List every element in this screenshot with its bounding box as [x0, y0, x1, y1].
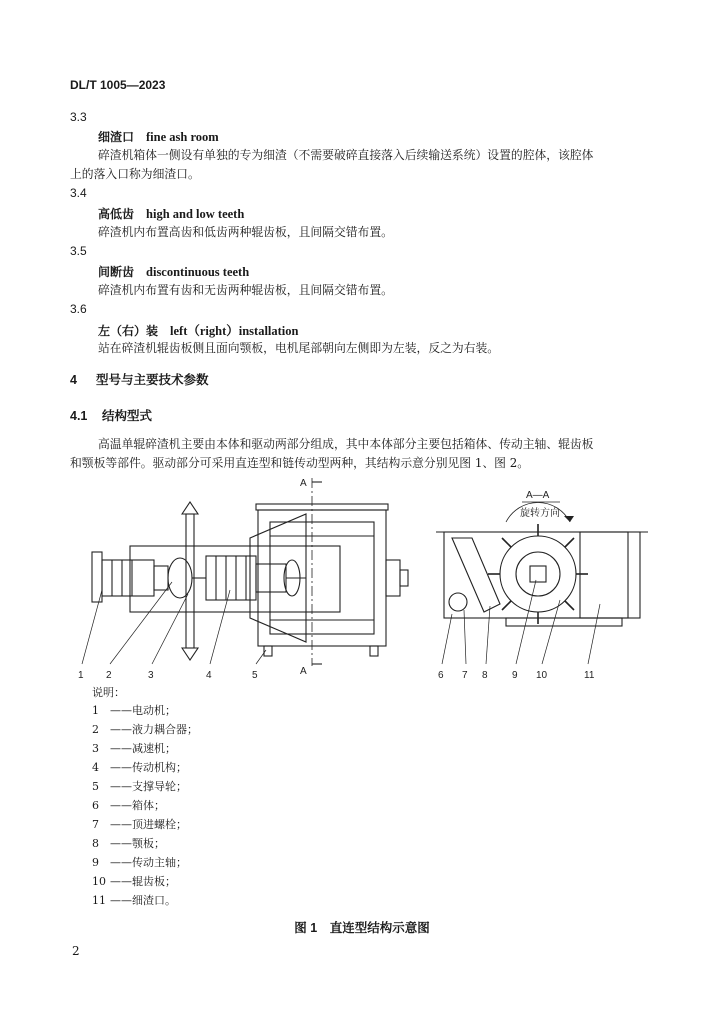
legend-num: 7	[92, 818, 99, 831]
roller	[500, 536, 576, 612]
legend-text: ——顶进螺栓；	[110, 818, 187, 831]
section-4-1-heading	[70, 406, 152, 424]
legend-num: 11	[92, 894, 106, 907]
legend-text: ——颚板；	[110, 837, 165, 850]
legend-num: 10	[92, 875, 106, 888]
callout-3: 3	[148, 670, 154, 680]
callout-5: 5	[252, 670, 258, 680]
legend-text: ——传动主轴；	[110, 856, 187, 869]
legend-num: 6	[92, 799, 99, 812]
fine-ash-chamber	[580, 532, 628, 618]
reducer-bottom	[182, 648, 198, 660]
section-mark-bottom: A	[300, 666, 307, 677]
legend-text: ——减速机；	[110, 742, 176, 755]
legend-num: 3	[92, 742, 99, 755]
motor-shaft-end	[154, 566, 168, 590]
right-callouts	[438, 670, 595, 680]
left-callouts	[78, 670, 258, 680]
callout-10: 10	[536, 670, 548, 680]
legend-text: ——箱体；	[110, 799, 165, 812]
term-3-6	[98, 321, 298, 339]
legend-item	[92, 854, 187, 870]
section-number: 4	[70, 373, 77, 387]
definition-3-6: 站在碎渣机辊齿板侧且面向颚板，电机尾部朝向左侧即为左装，反之为右装。	[98, 341, 500, 355]
section-housing	[444, 532, 640, 618]
legend-item	[92, 778, 187, 794]
section-title: 型号与主要技术参数	[96, 373, 209, 387]
legend-text: ——电动机；	[110, 704, 176, 717]
legend-title: 说明：	[92, 686, 125, 699]
motor-body	[102, 560, 154, 596]
section-label: A—A	[526, 490, 550, 501]
clause-number-3-5: 3.5	[70, 244, 87, 258]
term-en: left（right）installation	[170, 324, 299, 338]
legend-item	[92, 835, 165, 851]
shaft-bearing	[386, 560, 400, 596]
term-en: high and low teeth	[146, 207, 245, 221]
section-view	[436, 502, 648, 664]
legend-item	[92, 816, 187, 832]
reducer-body	[206, 556, 256, 600]
crusher-housing	[258, 510, 386, 646]
definition-3-5: 碎渣机内布置有齿和无齿两种辊齿板，且间隔交错布置。	[98, 283, 393, 297]
term-zh: 左（右）装	[98, 324, 159, 338]
legend-num: 5	[92, 780, 99, 793]
legend-text: ——传动机构；	[110, 761, 187, 774]
legend-item	[92, 759, 187, 775]
figure-1-drawing	[60, 474, 660, 680]
jaw-plate	[452, 538, 500, 612]
term-en: discontinuous teeth	[146, 265, 250, 279]
legend-item	[92, 740, 176, 756]
section-mark-top: A	[300, 478, 307, 489]
section-4-1-paragraph-line-1: 高温单辊碎渣机主要由本体和驱动两部分组成，其中本体部分主要包括箱体、传动主轴、辊齿板	[98, 437, 594, 451]
legend-text: ——细渣口。	[110, 894, 176, 907]
section-4-1-paragraph-line-2: 和颚板等部件。驱动部分可采用直连型和链传动型两种，其结构示意分别见图 1、图 2。	[70, 456, 529, 470]
rotation-label: 旋转方向	[520, 508, 560, 519]
legend-item	[92, 892, 176, 908]
section-number: 4.1	[70, 409, 88, 423]
legend-text: ——支撑导轮；	[110, 780, 187, 793]
callout-9: 9	[512, 670, 518, 680]
callout-4: 4	[206, 670, 212, 680]
definition-3-3-line-1: 碎渣机箱体一侧设有单独的专为细渣（不需要破碎直接落入后续输送系统）设置的腔体，该腔体	[98, 148, 594, 162]
term-3-3	[98, 128, 219, 145]
term-3-5	[98, 263, 249, 280]
clause-number-3-3: 3.3	[70, 110, 87, 124]
legend-item	[92, 702, 176, 718]
section-4-heading	[70, 370, 209, 388]
legend-item	[92, 721, 198, 737]
legend-num: 1	[92, 704, 99, 717]
term-zh: 间断齿	[98, 265, 135, 279]
clause-number-3-4: 3.4	[70, 186, 87, 200]
figure-caption: 图 1 直连型结构示意图	[294, 921, 430, 935]
legend-num: 9	[92, 856, 99, 869]
legend-item	[92, 873, 176, 889]
term-en: fine ash room	[146, 130, 219, 144]
legend-text: ——液力耦合器；	[110, 723, 198, 736]
callout-1: 1	[78, 670, 84, 680]
bottom-outlet	[506, 618, 622, 626]
page-number: 2	[72, 944, 80, 958]
definition-3-3-line-2: 上的落入口称为细渣口。	[70, 167, 200, 181]
legend-num: 4	[92, 761, 99, 774]
clause-number-3-6: 3.6	[70, 302, 87, 316]
fluid-coupling	[168, 558, 192, 598]
legend-num: 2	[92, 723, 99, 736]
legend-num: 8	[92, 837, 99, 850]
reducer-column	[186, 514, 194, 648]
transmission	[256, 564, 286, 592]
reducer-top	[182, 502, 198, 514]
definition-3-4: 碎渣机内布置高齿和低齿两种辊齿板，且间隔交错布置。	[98, 225, 393, 239]
callout-7: 7	[462, 670, 468, 680]
top-flange	[256, 504, 388, 510]
term-3-4	[98, 205, 244, 222]
callout-6: 6	[438, 670, 444, 680]
standard-code: DL/T 1005—2023	[70, 78, 166, 92]
callout-11: 11	[584, 670, 595, 680]
legend-item	[92, 797, 165, 813]
legend-text: ——辊齿板；	[110, 875, 176, 888]
term-zh: 细渣口	[98, 130, 135, 144]
section-title: 结构型式	[102, 409, 153, 423]
callout-8: 8	[482, 670, 488, 680]
callout-2: 2	[106, 670, 112, 680]
side-view	[82, 478, 408, 666]
main-shaft	[530, 566, 546, 582]
term-zh: 高低齿	[98, 207, 135, 221]
